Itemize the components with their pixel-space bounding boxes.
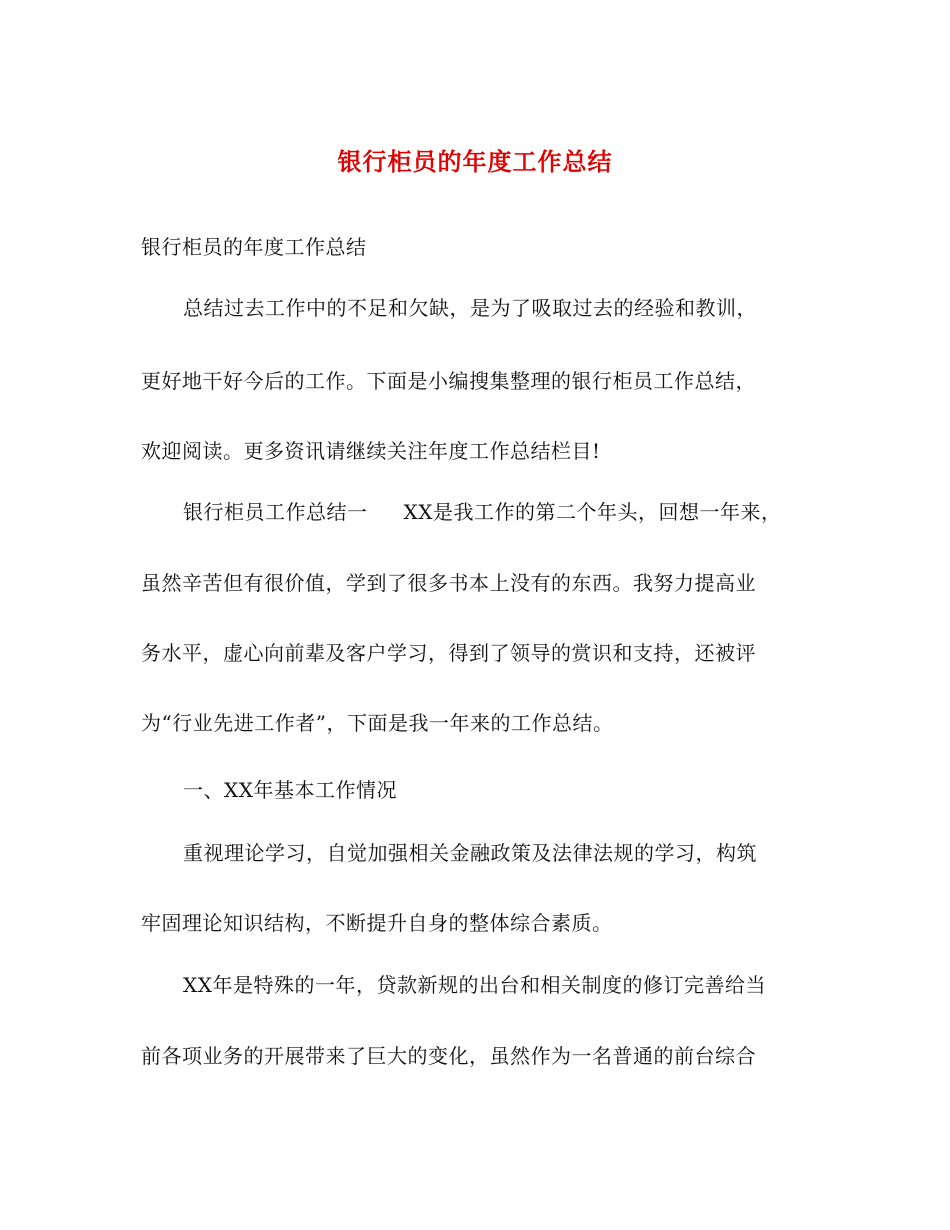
paragraph-line: 总结过去工作中的不足和欠缺，是为了吸取过去的经验和教训，	[183, 296, 757, 320]
paragraph-line: 务水平，虚心向前辈及客户学习，得到了领导的赏识和支持，还被评	[141, 641, 756, 665]
subtitle-line: 银行柜员的年度工作总结	[141, 235, 367, 259]
document-title: 银行柜员的年度工作总结	[337, 147, 613, 176]
paragraph-line: 虽然辛苦但有很价值，学到了很多书本上没有的东西。我努力提高业	[141, 571, 756, 595]
paragraph-line: 更好地干好今后的工作。下面是小编搜集整理的银行柜员工作总结，	[141, 369, 756, 393]
paragraph-line: 欢迎阅读。更多资讯请继续关注年度工作总结栏目!	[141, 439, 601, 463]
paragraph-line: 重视理论学习，自觉加强相关金融政策及法律法规的学习，构筑	[183, 841, 757, 865]
paragraph-text: XX是我工作的第二个年头，回想一年来，	[403, 500, 782, 524]
paragraph-line: XX年是特殊的一年，贷款新规的出台和相关制度的修订完善给当	[183, 973, 766, 997]
paragraph-line	[183, 497, 781, 527]
paragraph-line: 为“行业先进工作者”，下面是我一年来的工作总结。	[141, 711, 614, 735]
paragraph-line: 牢固理论知识结构，不断提升自身的整体综合素质。	[141, 911, 613, 935]
section-heading-text: 银行柜员工作总结一	[183, 500, 368, 524]
section-heading: 一、XX年基本工作情况	[183, 778, 397, 802]
paragraph-line: 前各项业务的开展带来了巨大的变化，虽然作为一名普通的前台综合	[141, 1044, 756, 1068]
